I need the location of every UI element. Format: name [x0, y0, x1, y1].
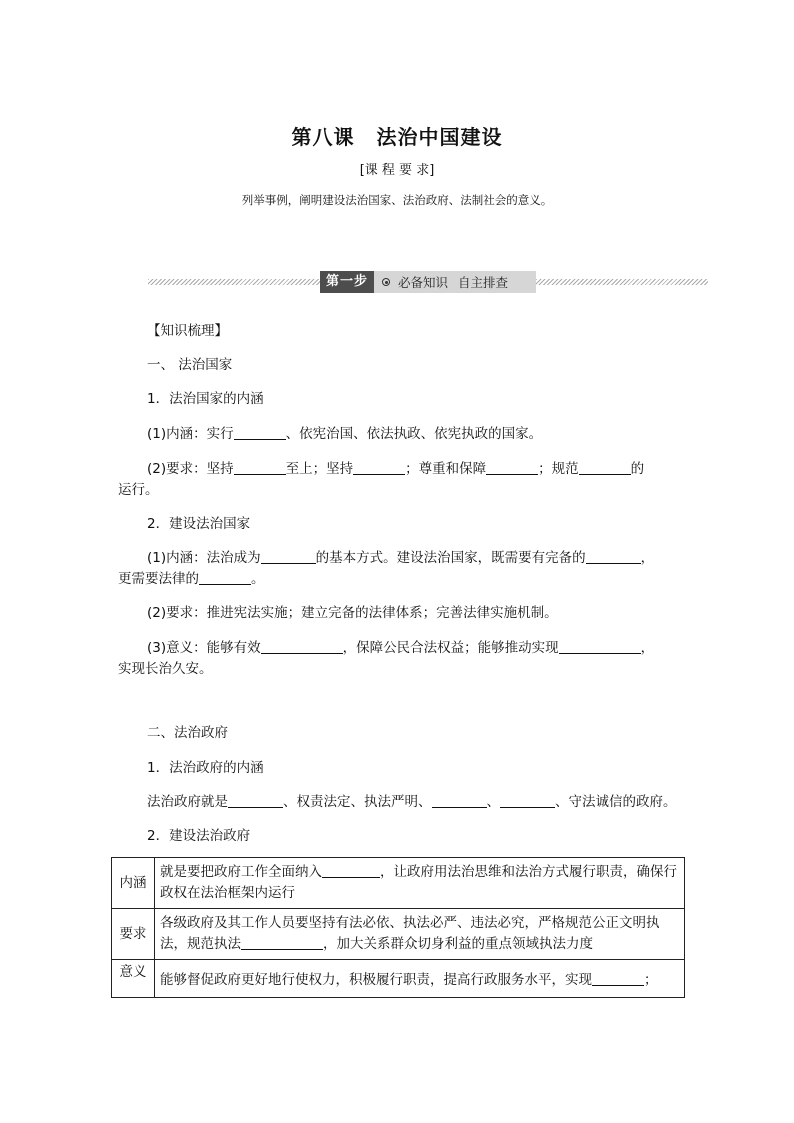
table-row	[112, 960, 685, 998]
subheading-2-2: 2．建设法治政府	[147, 828, 251, 844]
paragraph-1-3	[118, 548, 688, 568]
banner-text-a: 必备知识	[398, 275, 449, 290]
fill-blank[interactable]	[261, 639, 343, 654]
text: 、	[486, 794, 500, 810]
text: ，	[640, 550, 655, 566]
subheading-1-2: 2．建设法治国家	[147, 516, 251, 532]
banner-text-b: 自主排查	[458, 275, 509, 290]
text: ，加大关系群众切身利益的重点领域执法力度	[323, 936, 593, 952]
paragraph-1-2-cont: 运行。	[118, 482, 159, 498]
text: ，让政府用法治思维和法治方式履行职责，确保行政权在法治框架内运行	[160, 864, 677, 901]
fill-blank[interactable]	[432, 793, 487, 808]
fill-blank[interactable]	[500, 793, 555, 808]
fill-blank[interactable]	[199, 570, 251, 585]
fill-blank[interactable]	[241, 935, 323, 950]
text: 、权责法定、执法严明、	[283, 794, 432, 810]
lesson-number: 第八课	[291, 125, 355, 149]
text: ；尊重和保障	[405, 461, 487, 477]
section-heading-2: 二、法治政府	[147, 725, 228, 741]
lesson-title: 法治中国建设	[376, 125, 503, 149]
fill-blank[interactable]	[234, 460, 286, 475]
course-requirement-text: 列举事例，阐明建设法治国家、法治政府、法制社会的意义。	[241, 193, 553, 207]
fill-blank[interactable]	[486, 460, 538, 475]
text: 、依宪治国、依法执政、依宪执政的国家。	[285, 426, 543, 442]
fill-blank[interactable]	[322, 863, 380, 878]
text: (1)内涵：实行	[147, 426, 234, 442]
row-content	[155, 960, 685, 998]
paragraph-1-5-cont: 实现长治久安。	[118, 661, 213, 677]
table-row	[112, 909, 685, 960]
banner-text	[398, 273, 508, 291]
subheading-1-1: 1．法治国家的内涵	[147, 391, 264, 407]
fill-blank[interactable]	[261, 549, 316, 564]
paragraph-1-3-cont	[118, 569, 688, 589]
text: ；规范	[538, 461, 579, 477]
banner-hatch-right	[536, 279, 708, 285]
subheading-2-1: 1．法治政府的内涵	[147, 760, 264, 776]
text: ，	[640, 640, 655, 656]
fill-blank[interactable]	[592, 971, 644, 986]
text: 。	[251, 571, 265, 587]
fill-blank[interactable]	[353, 460, 405, 475]
table-row	[112, 858, 685, 909]
section-tag: 【知识梳理】	[147, 323, 228, 339]
text: 更需要法律的	[118, 571, 199, 587]
banner-box	[320, 271, 536, 293]
paragraph-1-5	[118, 638, 688, 658]
fill-blank[interactable]	[234, 425, 286, 440]
step-banner	[148, 271, 708, 293]
text: 就是要把政府工作全面纳入	[160, 864, 322, 880]
text: 的	[630, 461, 645, 477]
row-label: 意义	[112, 960, 155, 998]
fill-blank[interactable]	[586, 549, 641, 564]
fill-blank[interactable]	[228, 793, 283, 808]
paragraph-1-1	[118, 424, 688, 444]
text: (2)要求：坚持	[147, 461, 234, 477]
text: ，保障公民合法权益；能够推动实现	[342, 640, 559, 656]
row-content	[155, 858, 685, 909]
paragraph-1-2	[118, 459, 688, 479]
fill-blank[interactable]	[579, 460, 631, 475]
text: ；	[644, 972, 658, 988]
target-icon	[382, 278, 390, 286]
course-requirement-label: [课 程 要 求]	[359, 163, 435, 178]
section-heading-1: 一、 法治国家	[147, 357, 233, 373]
text: 能够督促政府更好地行使权力，积极履行职责，提高行政服务水平，实现	[160, 972, 592, 988]
text: 至上；坚持	[285, 461, 354, 477]
row-label: 内涵	[112, 858, 155, 909]
text: 各级政府及其工作人员要坚持有法必依、执法必严、违法必究，严格规范公正文明执法，规范执法	[160, 915, 660, 952]
row-content	[155, 909, 685, 960]
text: 的基本方式。建设法治国家，既需要有完备的	[315, 550, 586, 566]
text: (3)意义：能够有效	[147, 640, 261, 656]
paragraph-2-1	[118, 792, 688, 812]
text: (1)内涵：法治成为	[147, 550, 261, 566]
step-label: 第一步	[320, 271, 374, 293]
paragraph-1-4: (2)要求：推进宪法实施；建立完备的法律体系；完善法律实施机制。	[147, 605, 558, 621]
text: 法治政府就是	[147, 794, 228, 810]
fill-blank[interactable]	[559, 639, 641, 654]
banner-hatch-left	[148, 279, 320, 285]
government-table	[111, 857, 685, 998]
text: 、守法诚信的政府。	[555, 794, 677, 810]
page-title	[0, 121, 794, 150]
row-label: 要求	[112, 909, 155, 960]
